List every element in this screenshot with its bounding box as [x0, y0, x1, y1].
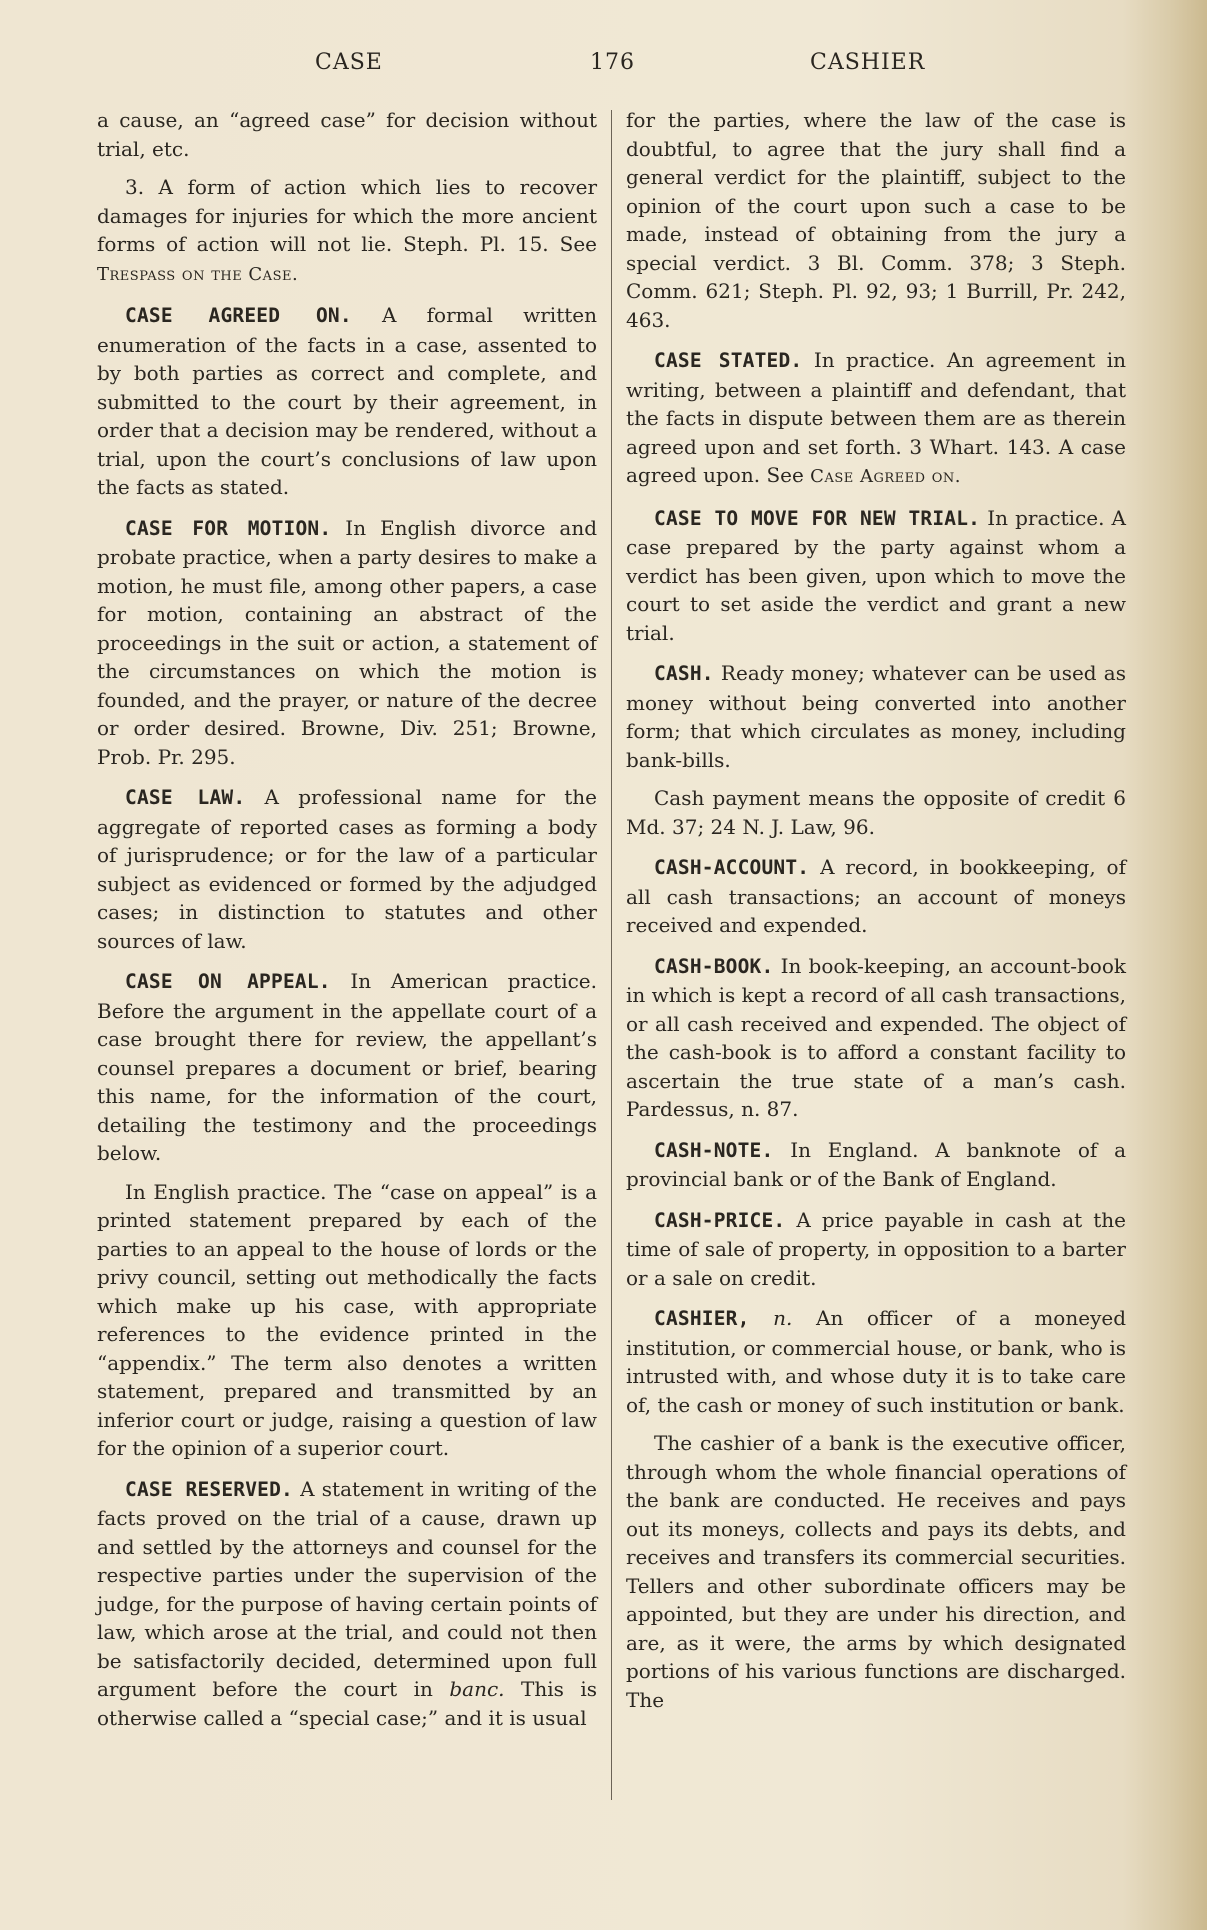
headword: CASH-NOTE. [654, 1138, 774, 1162]
headword: CASH-BOOK. [654, 954, 774, 978]
definition: A formal written enumeration of the facts in a case, assented to by both parties as correct and complete, and submitted to the court by their agreement, in order that a decision may be rendered, without a trial, upon the court’s conclusions of law upon the facts as stated. [97, 303, 597, 499]
definition: The cashier of a bank is the executive officer, through whom the whole financial operations of the bank are conducted. He receives and pays out its moneys, collects and pays its debts, and receives and transfers its commercial securities. Tellers and other subordinate officers may be appointed, but they are under his direction, and are, as it were, the arms by which designated portions of his various functions are discharged. The [626, 1431, 1126, 1712]
column-divider [611, 110, 612, 1800]
definition-cont: This is otherwise called a “special case;” and it is usual [97, 1677, 597, 1730]
right-column [626, 106, 1126, 1726]
page-header [0, 50, 1207, 84]
definition: In American practice. Before the argument in the appellate court of a case brought there for review, the appellant’s counsel prepares a document or brief, bearing this name, for the information of the court, detailing the testimony and the proceedings below. [97, 969, 597, 1165]
definition: An officer of a moneyed institution, or commercial house, or bank, who is intrusted with, and whose duty it is to take care of, the cash or money of such institution or bank. [626, 1306, 1127, 1417]
entry-case-for-motion [97, 514, 597, 772]
entry-cash-payment [626, 784, 1126, 841]
headword: CASH-PRICE. [654, 1208, 786, 1232]
definition: A statement in writing of the facts proved on the trial of a cause, drawn up and settled by the attorneys and counsel for the respective parties under the supervision of the judge, for the purpose of having certain points of law, which arose at the trial, and could not then be satisfactorily decided, determined upon full argument before the court in [97, 1476, 597, 1701]
entry-sense-3 [97, 173, 597, 289]
entry-cash-account [626, 853, 1126, 940]
entry-case-stated [626, 346, 1126, 492]
cross-reference: Case Agreed on. [810, 466, 961, 487]
entry-case-law [97, 783, 597, 955]
definition: In practice. An agreement in writing, between a plaintiff and defendant, that the facts in dispute between them are as therein agreed upon and set forth. 3 Whart. 143. A case agreed upon. See [626, 348, 1126, 487]
definition: In English practice. The “case on appeal” is a printed statement prepared by each of the parties to an appeal to the house of lords or the privy council, setting out methodically the facts which make up his case, with appropriate references to the evidence printed in the “appendix.” The term also denotes a written statement, prepared and transmitted by an inferior court or judge, raising a question of law for the opinion of a superior court. [97, 1179, 597, 1460]
headword: CASE AGREED ON. [125, 304, 352, 327]
entry-cash-price [626, 1206, 1126, 1293]
definition: In practice. A case prepared by the party against whom a verdict has been given, upon which to move the court to set aside the verdict and grant a new trial. [626, 505, 1126, 645]
headword: CASE TO MOVE FOR NEW TRIAL. [654, 506, 981, 530]
part-of-speech: n. [773, 1306, 793, 1330]
entry-cash-note [626, 1136, 1126, 1194]
definition: In English divorce and probate practice, when a party desires to make a motion, he must file, among other papers, a case for motion, containing an abstract of the proceedings in the suit or action, a statement of the circumstances on which the motion is founded, and the prayer, or nature of the decree or order desired. Browne, Div. 251; Browne, Prob. Pr. 295. [97, 515, 597, 769]
definition: A professional name for the aggregate of reported cases as forming a body of jurisprudence; or for the law of a particular subject as evidenced or formed by the adjudged cases; in distinction to statutes and other sources of law. [97, 785, 598, 953]
page-number: 176 [590, 50, 635, 75]
entry-case-to-move-for-new-trial [626, 504, 1126, 648]
entry-continuation [626, 106, 1126, 334]
headword: CASE LAW. [125, 786, 246, 809]
continuation-text: for the parties, where the law of the case is doubtful, to agree that the jury shall find a general verdict for the plaintiff, subject to the opinion of the court upon such a case to be made, instead of obtaining from the jury a special verdict. 3 Bl. Comm. 378; 3 Steph. Comm. 621; Steph. Pl. 92, 93; 1 Burrill, Pr. 242, 463. [626, 108, 1126, 332]
headword: CASE RESERVED. [125, 1477, 293, 1501]
left-column [97, 106, 597, 1744]
entry-cashier [626, 1304, 1126, 1419]
headword: CASH-ACCOUNT. [654, 856, 810, 879]
italic-term: banc. [449, 1677, 505, 1701]
headword: CASHIER, [654, 1307, 750, 1330]
definition: A record, in bookkeeping, of all cash transactions; an account of moneys received and expended. [626, 855, 1126, 937]
header-right-guide-word: CASHIER [810, 50, 926, 75]
definition: A price payable in cash at the time of sale of property, in opposition to a barter or a sale on credit. [626, 1207, 1126, 1290]
definition: In England. A banknote of a provincial bank or of the Bank of England. [626, 1137, 1127, 1191]
entry-case-on-appeal-english [97, 1178, 597, 1463]
cross-reference: Trespass on the Case. [97, 263, 299, 285]
headword: CASE FOR MOTION. [125, 516, 332, 540]
entry-cash [626, 659, 1126, 774]
entry-cashier-bank [626, 1429, 1126, 1714]
entry-case-reserved [97, 1475, 597, 1733]
definition: In book-keeping, an account-book in which is kept a record of all cash transactions, or all cash received and expended. The object of the cash-book is to afford a constant facility to ascertain the true state of a man’s cash. Pardessus, n. 87. [626, 953, 1127, 1121]
definition: Cash payment means the opposite of credit 6 Md. 37; 24 N. J. Law, 96. [626, 786, 1126, 839]
entry-case-agreed-on [97, 301, 597, 502]
continuation-text: a cause, an “agreed case” for decision without trial, etc. [97, 108, 597, 161]
headword: CASH. [654, 662, 714, 685]
entry-cash-book [626, 952, 1126, 1124]
definition: Ready money; whatever can be used as money without being converted into another form; that which circulates as money, including bank-bills. [626, 661, 1126, 772]
entry-continuation [97, 106, 597, 163]
headword: CASE ON APPEAL. [125, 970, 331, 993]
entry-case-on-appeal [97, 967, 597, 1168]
headword: CASE STATED. [654, 349, 803, 372]
sense-3-text: 3. A form of action which lies to recover damages for injuries for which the more ancient forms of action will not lie. Steph. Pl. 15. See [97, 175, 597, 256]
header-left-guide-word: CASE [315, 50, 383, 75]
